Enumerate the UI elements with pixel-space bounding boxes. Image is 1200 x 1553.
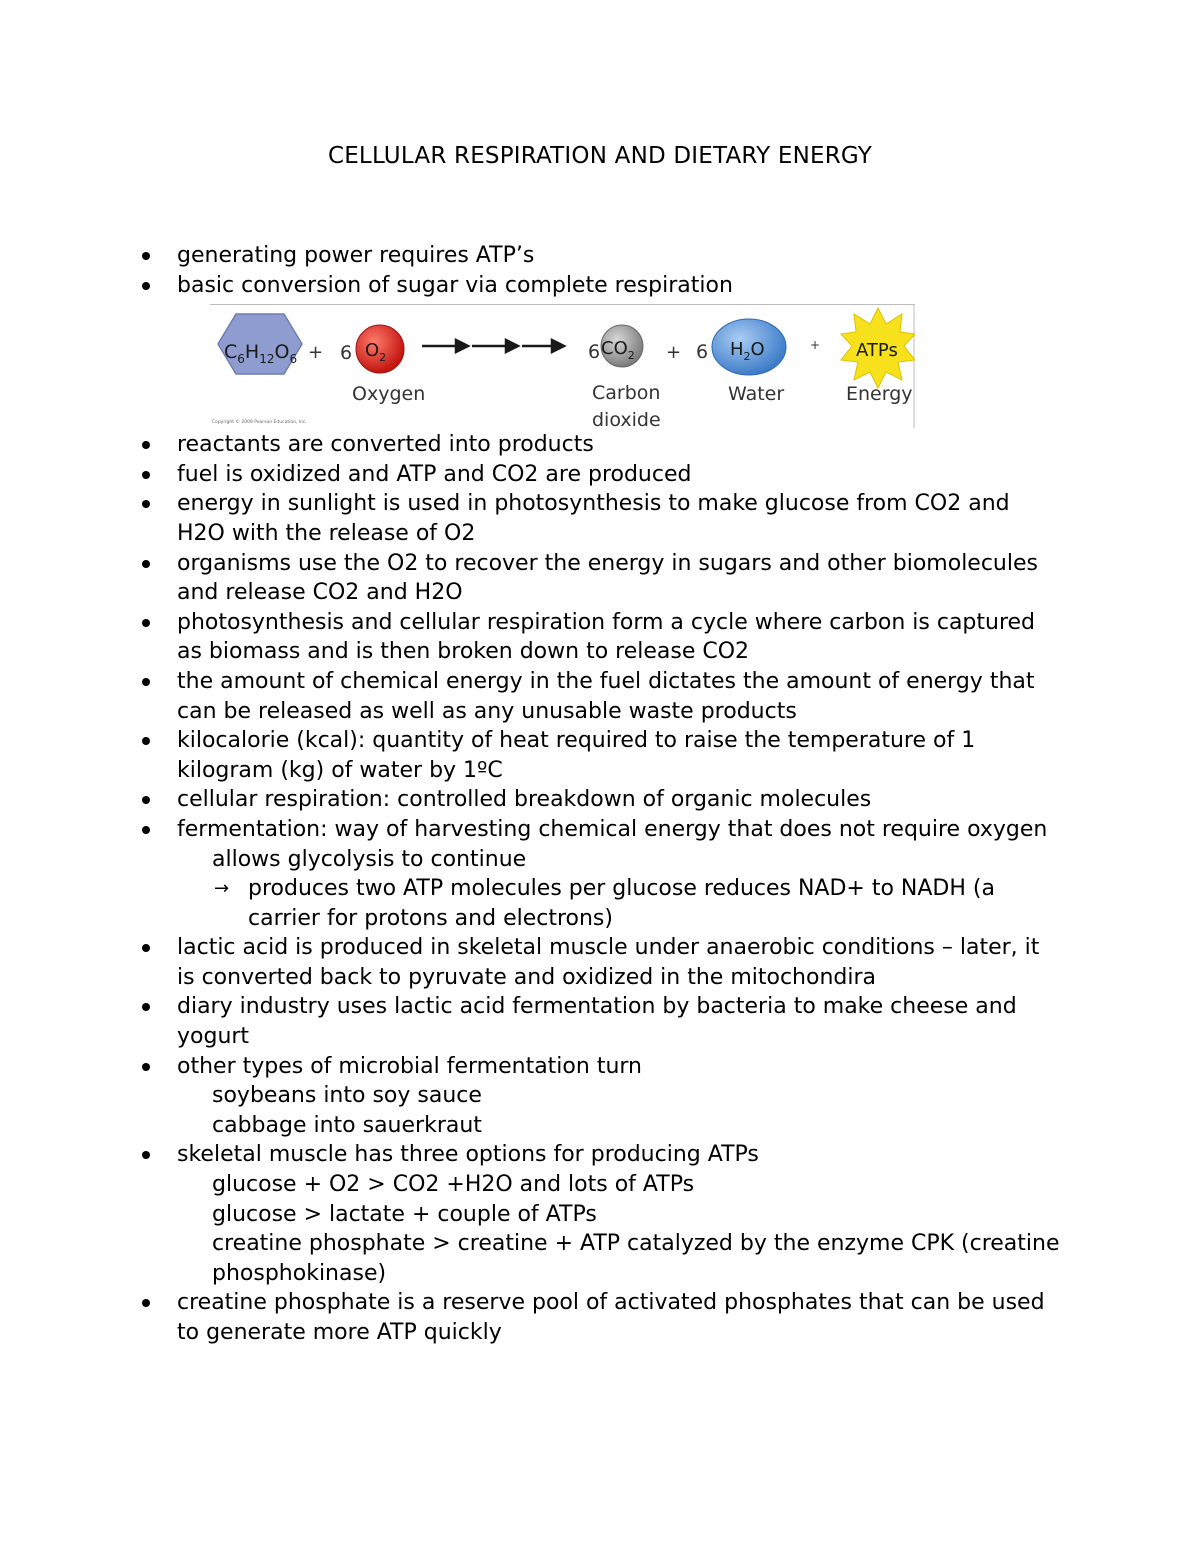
bullet-item: fuel is oxidized and ATP and CO2 are produced bbox=[0, 460, 1200, 490]
sub-item: creatine phosphate > creatine + ATP catalyzed by the enzyme CPK (creatine phosphokinase) bbox=[212, 1231, 1060, 1286]
water-formula: $H_2O$ bbox=[730, 339, 765, 364]
sub-item: glucose + O2 > CO2 +H2O and lots of ATPs bbox=[212, 1172, 695, 1198]
bullet-item: cellular respiration: controlled breakdown of organic molecules bbox=[0, 785, 1200, 815]
co2-label-line1: Carbon bbox=[592, 382, 661, 405]
glucose-formula: $C_6H_{12}O_6$ bbox=[224, 341, 298, 367]
respiration-equation-figure bbox=[210, 304, 915, 428]
bullet-item: kilocalorie (kcal): quantity of heat required to raise the temperature of 1 kilogram (kg) of water by 1ºC bbox=[0, 726, 1200, 785]
arrow-sub-item-text: produces two ATP molecules per glucose reduces NAD+ to NADH (a carrier for protons and electrons) bbox=[248, 876, 995, 931]
bullet-item: energy in sunlight is used in photosynthesis to make glucose from CO2 and H2O with the release of O2 bbox=[0, 489, 1200, 548]
page-title: CELLULAR RESPIRATION AND DIETARY ENERGY bbox=[327, 143, 873, 169]
water-molecule-icon bbox=[712, 319, 786, 375]
bullet-item: fermentation: way of harvesting chemical energy that does not require oxygen bbox=[0, 815, 1200, 845]
plus-sign-2: + bbox=[666, 342, 682, 364]
co2-label-line2: dioxide bbox=[592, 409, 661, 429]
bullet-item: reactants are converted into products bbox=[0, 430, 1200, 460]
atp-text: ATPs bbox=[856, 340, 898, 362]
water-coefficient: 6 bbox=[696, 341, 709, 364]
oxygen-formula: $O_2$ bbox=[365, 340, 387, 365]
respiration-diagram bbox=[210, 304, 915, 428]
sub-item: glucose > lactate + couple of ATPs bbox=[212, 1201, 597, 1227]
bullet-item: organisms use the O2 to recover the energy in sugars and other biomolecules and release CO2 and H2O bbox=[0, 549, 1200, 608]
sub-item: allows glycolysis to continue bbox=[212, 846, 527, 872]
bullet-item: diary industry uses lactic acid fermentation by bacteria to make cheese and yogurt bbox=[0, 992, 1200, 1051]
oxygen-coefficient: 6 bbox=[340, 342, 353, 365]
arrow-sub-item bbox=[0, 874, 1200, 933]
sub-item: soybeans into soy sauce bbox=[212, 1083, 482, 1109]
oxygen-label: Oxygen bbox=[352, 383, 426, 406]
bullet-item: lactic acid is produced in skeletal muscle under anaerobic conditions – later, it is converted back to pyruvate and oxidized in the mitochondira bbox=[0, 933, 1200, 992]
bullet-item: creatine phosphate is a reserve pool of activated phosphates that can be used to generate more ATP quickly bbox=[0, 1288, 1200, 1347]
energy-label: Energy bbox=[846, 383, 913, 406]
co2-formula: $CO_2$ bbox=[601, 338, 635, 363]
bullet-item: generating power requires ATP’s bbox=[0, 241, 1200, 271]
bullet-item: basic conversion of sugar via complete respiration bbox=[0, 271, 1200, 301]
water-label: Water bbox=[728, 383, 785, 406]
co2-coefficient: 6 bbox=[588, 341, 601, 364]
bullet-item: the amount of chemical energy in the fuel dictates the amount of energy that can be released as well as any unusable waste products bbox=[0, 667, 1200, 726]
figure-copyright: Copyright © 2009 Pearson Education, Inc. bbox=[212, 420, 307, 426]
plus-sign-1: + bbox=[308, 342, 324, 364]
right-arrow-icon: → bbox=[214, 878, 230, 900]
bullet-item: other types of microbial fermentation turn bbox=[0, 1052, 1200, 1082]
sub-item: cabbage into sauerkraut bbox=[212, 1112, 482, 1138]
oxygen-molecule-icon bbox=[356, 325, 404, 373]
notes-body bbox=[0, 241, 1200, 1348]
bullet-item: skeletal muscle has three options for producing ATPs bbox=[0, 1140, 1200, 1170]
plus-sign-3: + bbox=[810, 338, 821, 353]
reaction-arrows-icon bbox=[422, 340, 564, 352]
bullet-item: photosynthesis and cellular respiration form a cycle where carbon is captured as biomass and is then broken down to release CO2 bbox=[0, 608, 1200, 667]
